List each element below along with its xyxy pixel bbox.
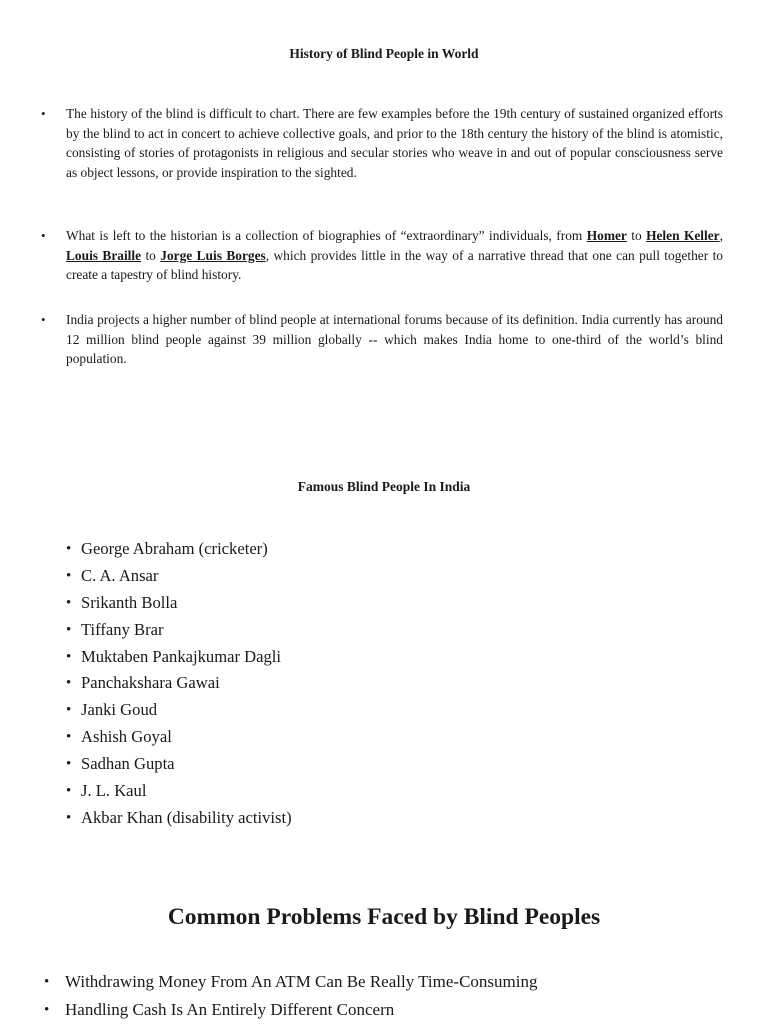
list-item-text: Withdrawing Money From An ATM Can Be Really Time-Consuming [65, 972, 538, 991]
history-paragraph-3-text: India projects a higher number of blind people at international forums because of its definition. India currently has around 12 million blind people against 39 million globally -- which makes India home to one-third of the world’s blind population. [66, 312, 723, 366]
bullet: • [41, 228, 46, 243]
bullet: • [66, 541, 72, 557]
bullet: • [44, 1002, 50, 1018]
bullet: • [41, 106, 46, 121]
link-louis-braille[interactable]: Louis Braille [66, 247, 142, 263]
list-item-text: Srikanth Bolla [81, 592, 178, 612]
list-item-text: Janki Goud [81, 700, 158, 720]
bullet: • [66, 675, 72, 692]
bullet: • [44, 974, 50, 990]
list-item-text: Akbar Khan (disability activist) [81, 807, 292, 827]
link-helen-keller[interactable]: Helen Keller [646, 228, 720, 243]
history-paragraph-1-text: The history of the blind is difficult to chart. There are few examples before the 19th century of sustained organized efforts by the blind to act in concert to achieve collective goals, and prior to the 18th century the history of the blind is atomistic, consisting of stories of protagonists in religious and secular stories who weave in and out of popular consciousness serve as object lessons, or provide inspiration to the sighted. [66, 106, 723, 180]
list-item [44, 998, 538, 1026]
history-paragraph-2-pre: What is left to the historian is a collection of biographies of “extraordinary” individuals, from [66, 228, 587, 243]
list-item-text: C. A. Ansar [81, 565, 159, 585]
bullet: • [66, 567, 72, 584]
link-jorge-luis-borges[interactable]: Jorge Luis Borges [160, 247, 266, 263]
problems-list [44, 970, 538, 1026]
bullet: • [66, 729, 72, 746]
bullet: • [66, 648, 72, 665]
history-paragraph-2 [41, 226, 723, 285]
bullet: • [66, 702, 72, 719]
history-paragraph-2-mid3: to [141, 247, 161, 263]
list-item-text: Panchakshara Gawai [81, 673, 220, 693]
list-item [66, 619, 292, 646]
list-item [66, 646, 292, 673]
problems-title: Common Problems Faced by Blind Peoples [167, 904, 601, 930]
history-paragraph-2-mid2: , [719, 228, 723, 243]
link-homer[interactable]: Homer [586, 228, 627, 243]
list-item [66, 780, 292, 807]
bullet: • [66, 783, 72, 800]
bullet: • [66, 809, 72, 826]
history-paragraph-3 [41, 310, 723, 369]
list-item [66, 807, 292, 834]
list-item-text: Tiffany Brar [81, 619, 164, 639]
list-item [66, 699, 292, 726]
list-item-text: Muktaben Pankajkumar Dagli [81, 646, 282, 666]
list-item-text: Handling Cash Is An Entirely Different Concern [65, 1000, 395, 1019]
list-item [66, 753, 292, 780]
bullet: • [66, 594, 72, 611]
history-paragraph-1 [41, 104, 723, 182]
bullet: • [66, 621, 72, 638]
list-item-text: J. L. Kaul [81, 781, 147, 801]
list-item [66, 565, 292, 592]
bullet: • [41, 312, 46, 327]
bullet: • [66, 756, 72, 773]
list-item [66, 672, 292, 699]
famous-title: Famous Blind People In India [297, 479, 471, 494]
list-item-text: Sadhan Gupta [81, 754, 175, 774]
list-item [66, 592, 292, 619]
history-paragraph-2-post: , which provides little in the way of a narrative thread that one can pull together to create a tapestry of blind history. [66, 247, 723, 282]
list-item-text: George Abraham (cricketer) [81, 539, 268, 558]
history-paragraph-2-mid1: to [626, 228, 647, 243]
list-item-text: Ashish Goyal [81, 727, 172, 747]
famous-people-list [66, 538, 292, 834]
history-title: History of Blind People in World [289, 46, 479, 61]
list-item [66, 538, 292, 565]
list-item [66, 726, 292, 753]
list-item [44, 970, 538, 998]
